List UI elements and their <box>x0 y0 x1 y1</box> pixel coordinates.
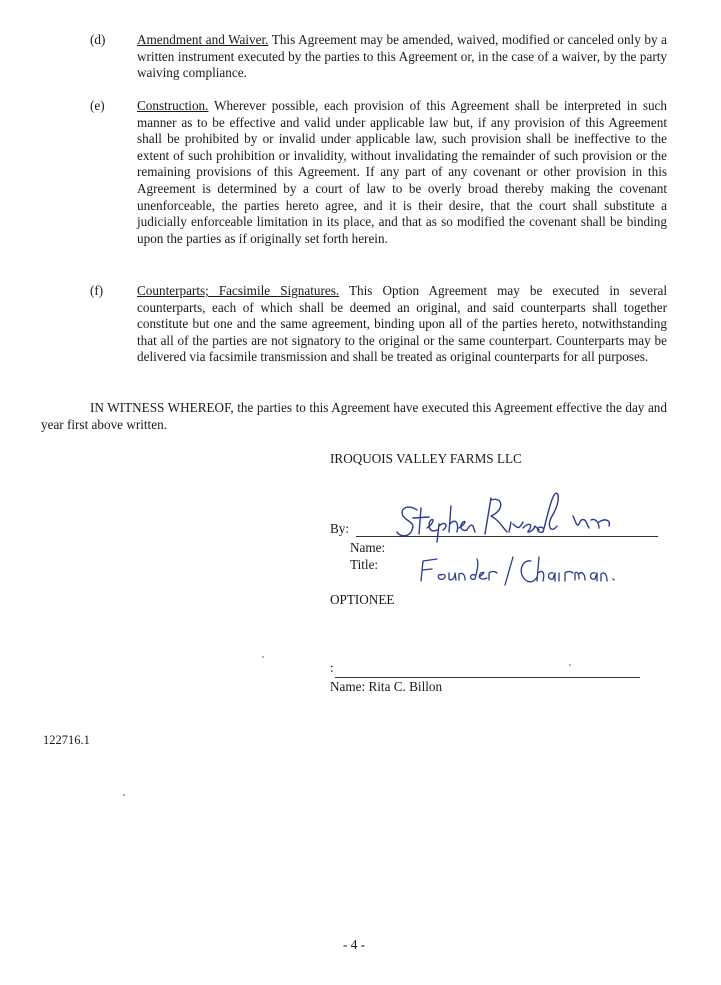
optionee-label: OPTIONEE <box>330 592 395 607</box>
clause-heading: Construction. <box>137 98 209 113</box>
clause-text: This Option Agreement may be executed in several counterparts, each of which shall be deemed an original, and said counterparts shall together constitute but one and the same agreement, binding upon all of the parties hereto, notwithstanding that all of the parties are not signatory to the original or the same counterpart. Counterparts may be delivered via facsimile transmission and shall be treated as original counterparts for all purposes. <box>137 283 668 365</box>
optionee-signature-line <box>335 677 640 678</box>
name-label: Name: <box>350 540 386 555</box>
scan-speck <box>123 794 125 796</box>
clause-letter: (d) <box>90 32 106 47</box>
scan-speck <box>569 664 571 666</box>
clause-body <box>137 283 667 366</box>
clause-body <box>137 98 667 247</box>
clause-text: This Agreement may be amended, waived, modified or canceled only by a written instrument executed by the parties to this Agreement or, in the case of a waiver, by the party waiving compliance. <box>137 32 667 81</box>
scan-speck <box>262 656 264 658</box>
handwritten-title <box>417 553 627 587</box>
clause-heading: Counterparts; Facsimile Signatures. <box>137 283 340 298</box>
document-number: 122716.1 <box>43 733 90 747</box>
optionee-colon: : <box>330 660 334 675</box>
clause-body <box>137 32 667 82</box>
clause-text: Wherever possible, each provision of this Agreement shall be interpreted in such manner as to be effective and valid under applicable law but, if any provision of this Agreement shall be prohibited by or invalid under applicable law, such provision shall be ineffective to the extent of such prohibition or invalidity, without invalidating the remainder of such provision or the remaining provisions of this Agreement. If any part of any covenant or other provision in this Agreement is determined by a court of law to be overly broad thereby making the covenant unenforceable, the parties hereto agree, and it is their desire, that the court shall substitute a judicially enforceable limitation in its place, and that as so modified the covenant shall be binding upon the parties as if originally set forth herein. <box>137 98 667 246</box>
clause-letter: (f) <box>90 283 104 298</box>
handwritten-signature <box>395 488 630 543</box>
clause-heading: Amendment and Waiver. <box>137 32 269 47</box>
page-number: - 4 - <box>343 937 365 952</box>
company-name: IROQUOIS VALLEY FARMS LLC <box>330 451 522 466</box>
title-label: Title: <box>350 557 379 572</box>
witness-paragraph: IN WITNESS WHEREOF, the parties to this Agreement have executed this Agreement effective the day and year first above written. <box>41 400 667 432</box>
by-label: By: <box>330 521 350 536</box>
clause-letter: (e) <box>90 98 105 113</box>
optionee-name: Name: Rita C. Billon <box>330 679 443 694</box>
